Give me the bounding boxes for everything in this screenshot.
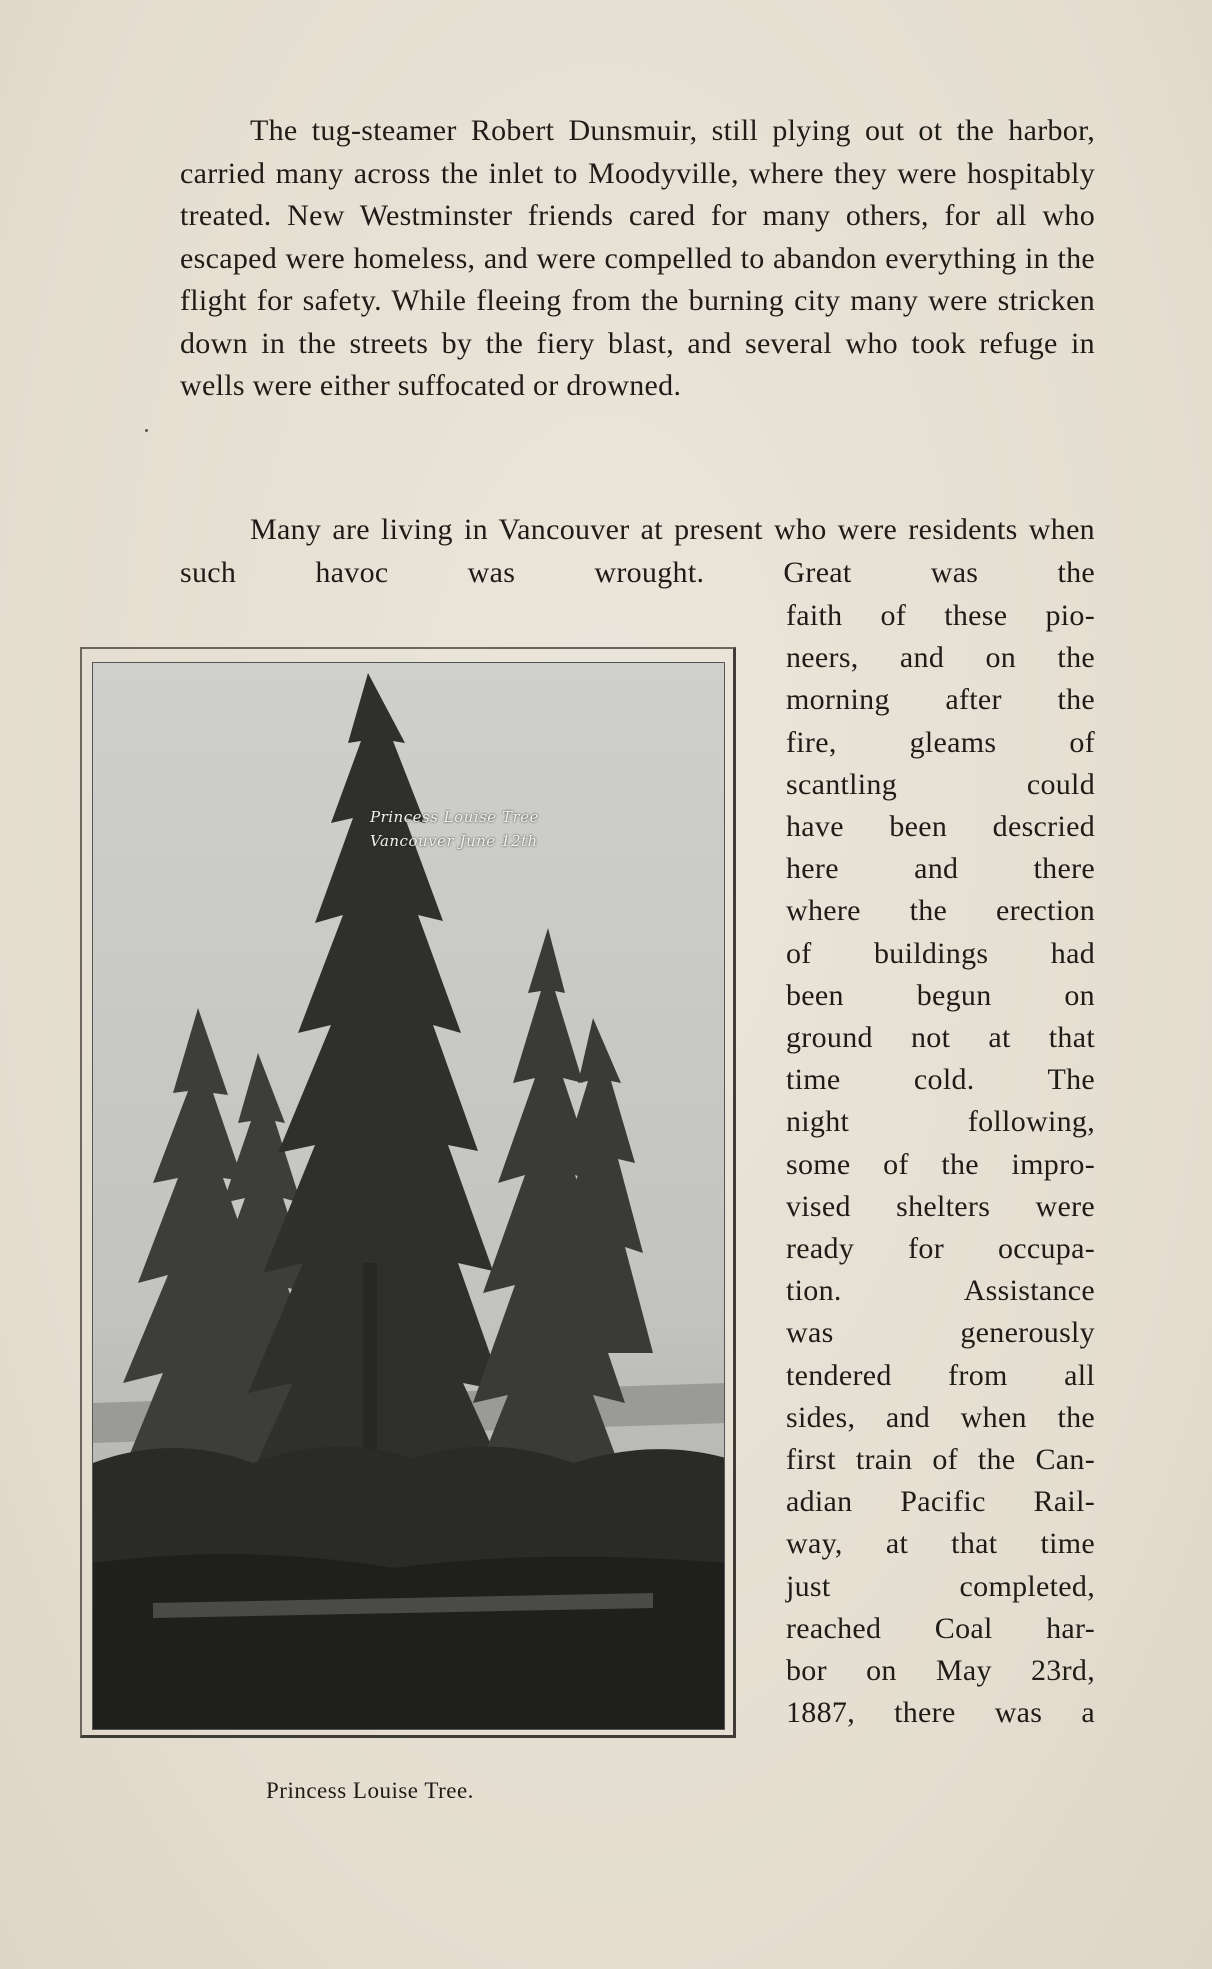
column-line: some of the impro- — [786, 1147, 1095, 1181]
column-line: of buildings had — [786, 936, 1095, 970]
column-line: morning after the — [786, 683, 1095, 717]
photo-inscription — [370, 805, 539, 853]
column-line: vised shelters were — [786, 1189, 1095, 1223]
column-line: ground not at that — [786, 1021, 1095, 1054]
column-line: fire, gleams of — [786, 725, 1095, 759]
column-line: adian Pacific Rail- — [786, 1485, 1095, 1519]
column-line: ready for occupa- — [786, 1232, 1095, 1265]
inscription-line-1: Princess Louise Tree — [370, 808, 539, 826]
paragraph-2: Many are living in Vancouver at present who were residents when such havoc was wrought. Great was the — [180, 513, 1095, 589]
column-line: reached Coal har- — [786, 1611, 1095, 1645]
column-line: tion. Assistance — [786, 1274, 1095, 1308]
photo-caption: Princess Louise Tree. — [266, 1778, 474, 1803]
column-line: 1887, there was a — [786, 1696, 1095, 1730]
column-line: was generously — [786, 1316, 1095, 1350]
column-line: sides, and when the — [786, 1400, 1095, 1434]
column-line: way, at that time — [786, 1527, 1095, 1561]
column-line: night following, — [786, 1105, 1095, 1139]
column-line: tendered from all — [786, 1358, 1095, 1392]
column-line: just completed, — [786, 1569, 1095, 1603]
column-line: scantling could — [786, 767, 1095, 801]
margin-mark — [145, 429, 148, 432]
column-line: where the erection — [786, 894, 1095, 928]
inscription-line-2: Vancouver June 12th — [370, 832, 538, 850]
column-line: bor on May 23rd, — [786, 1654, 1095, 1687]
column-line: faith of these pio- — [786, 599, 1095, 632]
column-line: have been descried — [786, 810, 1095, 843]
column-line: here and there — [786, 852, 1095, 886]
column-line: time cold. The — [786, 1063, 1095, 1097]
column-line: neers, and on the — [786, 641, 1095, 675]
column-line: first train of the Can- — [786, 1443, 1095, 1476]
column-line: been begun on — [786, 978, 1095, 1012]
paragraph-1: The tug-steamer Robert Dunsmuir, still plying out ot the harbor, carried many across the inlet to Moodyville, where they were hospitably treated. New Westminster friends cared for many others, for all who escaped were homeless, and were compelled to abandon everything in the flight for safety. While fleeing from the burning city many were stricken down in the streets by the fiery blast, and several who took refuge in wells were either suffocated or drowned. — [180, 114, 1095, 402]
